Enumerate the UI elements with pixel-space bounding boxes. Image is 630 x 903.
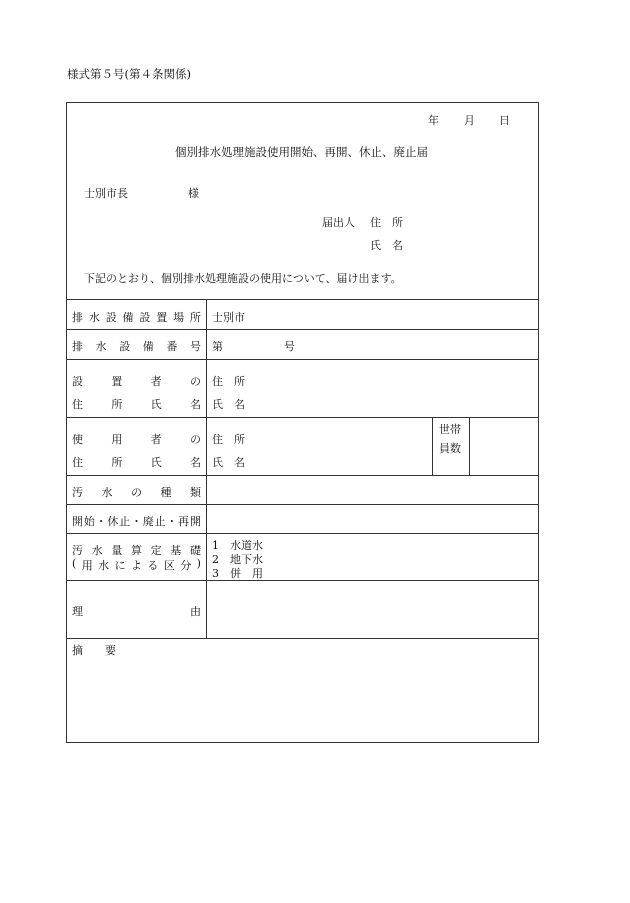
user-address-label: 住 所 [212, 433, 245, 446]
label-char: 再 [178, 515, 190, 528]
label-char: 住 [72, 398, 83, 411]
label-char: 設 [72, 375, 83, 388]
label-char: 備 [142, 340, 154, 353]
label-char: 設 [119, 340, 131, 353]
label-char: 号 [189, 340, 201, 353]
installer-label-line2 [72, 396, 201, 412]
calc-basis-label-line1 [72, 542, 201, 558]
label-char: 番 [166, 340, 178, 353]
reason-label [72, 603, 201, 619]
label-char: 置 [111, 375, 123, 388]
label-char: の [189, 433, 201, 446]
label-char: 備 [122, 311, 134, 324]
user-name-label: 氏 名 [212, 456, 245, 469]
grid-line [66, 580, 539, 581]
date-year: 年 [428, 114, 439, 127]
grid-line [66, 475, 539, 476]
label-char: 所 [111, 398, 123, 411]
label-char: 水 [95, 340, 107, 353]
grid-line [66, 299, 539, 300]
addressee-name: 士別市長 [84, 187, 128, 200]
calc-basis-label-line2 [72, 557, 201, 573]
label-char: 休 [107, 515, 119, 528]
label-char: よ [130, 559, 142, 572]
installer-label-line1 [72, 373, 201, 389]
label-char: 設 [105, 311, 117, 324]
label-char: ・ [166, 515, 178, 528]
household-label-line1: 世帯 [439, 423, 461, 436]
label-char: 量 [111, 544, 123, 557]
label-char: 止 [154, 515, 166, 528]
grid-line [469, 417, 470, 475]
label-char: 場 [173, 311, 185, 324]
household-label-line2: 員数 [439, 442, 461, 455]
label-char: 算 [130, 544, 142, 557]
label-char: 住 [72, 456, 83, 469]
label-char: 汚 [72, 486, 83, 499]
label-char: ・ [130, 515, 142, 528]
label-char: 所 [189, 311, 201, 324]
user-label-line2 [72, 454, 201, 470]
label-char: 所 [111, 456, 123, 469]
label-char: 水 [88, 311, 100, 324]
number-label [72, 338, 201, 354]
remarks-label: 摘 要 [72, 644, 116, 657]
label-char: の [189, 375, 201, 388]
label-char: 水 [98, 559, 110, 572]
label-char: 開 [189, 515, 201, 528]
location-label [72, 309, 201, 325]
label-char: 開 [72, 515, 83, 528]
date-month: 月 [464, 114, 475, 127]
calc-basis-option-1: 1 水道水 [212, 539, 263, 552]
label-char: 類 [190, 486, 201, 499]
label-char: 由 [190, 605, 201, 618]
label-char: 廃 [142, 515, 154, 528]
form-title: 個別排水処理施設使用開始、再開、休止、廃止届 [175, 145, 428, 159]
label-char: 分 [180, 559, 192, 572]
label-char: に [114, 559, 126, 572]
label-char: 用 [81, 559, 93, 572]
label-char: 基 [170, 544, 182, 557]
installer-name-label: 氏 名 [212, 398, 245, 411]
form-number: 様式第５号(第４条関係) [67, 67, 191, 81]
label-char: 置 [156, 311, 168, 324]
label-char: 氏 [150, 456, 162, 469]
number-suffix: 号 [284, 340, 295, 353]
label-char: 排 [72, 340, 83, 353]
label-char: 者 [150, 375, 162, 388]
label-char: の [131, 486, 142, 499]
location-value: 士別市 [212, 311, 245, 324]
applicant-name-label: 氏 名 [370, 239, 403, 252]
status-label [72, 513, 201, 529]
grid-line [432, 417, 433, 475]
installer-address-label: 住 所 [212, 375, 245, 388]
label-char: 氏 [150, 398, 162, 411]
label-char: 理 [72, 605, 83, 618]
grid-line [66, 504, 539, 505]
grid-line [66, 329, 539, 330]
grid-line [206, 299, 207, 638]
addressee-honorific: 様 [188, 187, 199, 200]
label-char: 定 [150, 544, 162, 557]
number-prefix: 第 [212, 340, 223, 353]
date-day: 日 [499, 114, 510, 127]
label-char: 水 [101, 486, 113, 499]
label-char: ・ [95, 515, 107, 528]
applicant-label: 届出人 [322, 216, 355, 229]
grid-line [66, 638, 539, 639]
label-char: 汚 [72, 544, 83, 557]
label-char: 名 [189, 456, 201, 469]
calc-basis-option-3: 3 併 用 [212, 567, 263, 580]
label-char: 始 [83, 515, 95, 528]
intro-text: 下記のとおり、個別排水処理施設の使用について、届け出ます。 [84, 272, 402, 285]
label-char: ( [72, 557, 77, 570]
grid-line [66, 359, 539, 360]
label-char: る [147, 559, 159, 572]
label-char: 礎 [189, 544, 201, 557]
label-char: 排 [72, 311, 83, 324]
grid-line [66, 533, 539, 534]
label-char: 者 [150, 433, 162, 446]
label-char: 名 [189, 398, 201, 411]
sewage-type-label [72, 484, 201, 500]
label-char: 使 [72, 433, 83, 446]
label-char: 用 [111, 433, 123, 446]
calc-basis-option-2: 2 地下水 [212, 553, 263, 566]
label-char: 設 [139, 311, 151, 324]
label-char: 区 [163, 559, 175, 572]
user-label-line1 [72, 431, 201, 447]
label-char: ) [196, 557, 201, 570]
label-char: 止 [119, 515, 131, 528]
label-char: 水 [91, 544, 103, 557]
applicant-address-label: 住 所 [370, 216, 403, 229]
label-char: 種 [160, 486, 172, 499]
